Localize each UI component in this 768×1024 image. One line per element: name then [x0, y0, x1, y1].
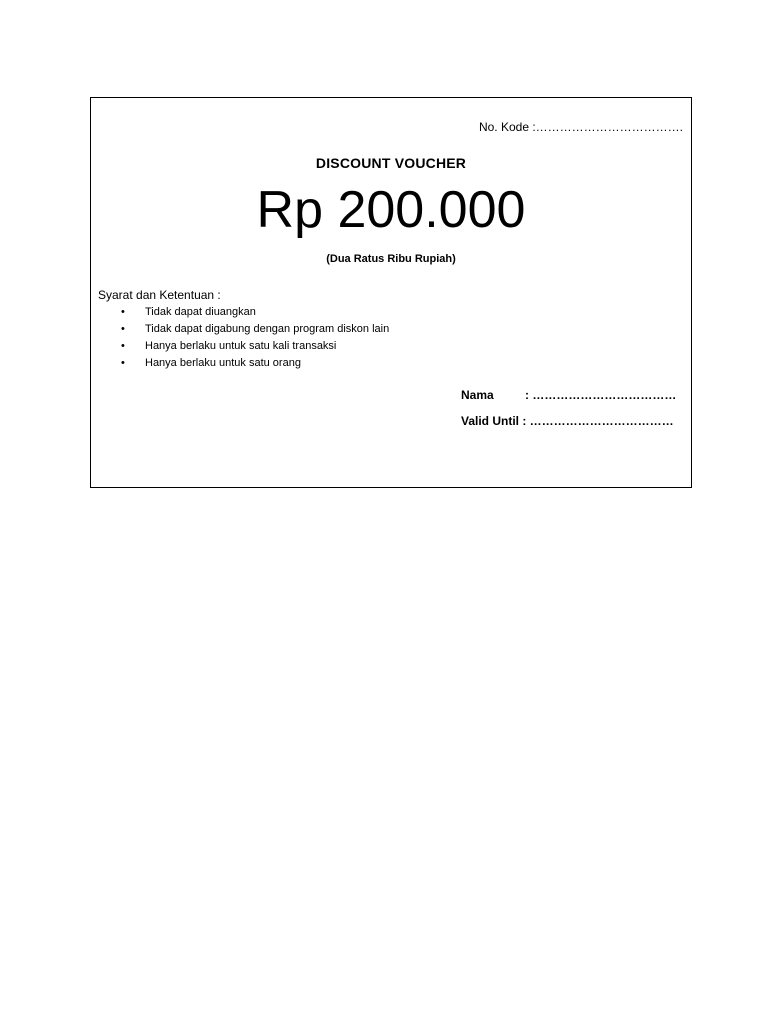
bullet-icon: •	[121, 340, 125, 352]
term-text: Tidak dapat digabung dengan program diskon lain	[145, 323, 390, 335]
list-item	[121, 355, 389, 372]
bullet-icon: •	[121, 323, 125, 335]
name-field	[461, 388, 676, 402]
terms-heading: Syarat dan Ketentuan :	[98, 288, 221, 302]
name-label: Nama	[461, 388, 494, 402]
list-item	[121, 321, 389, 338]
term-text: Hanya berlaku untuk satu orang	[145, 357, 301, 369]
list-item	[121, 338, 389, 355]
terms-list	[121, 304, 389, 372]
voucher-code-dots: ……………………………….	[535, 120, 683, 134]
voucher-card	[90, 97, 692, 488]
term-text: Hanya berlaku untuk satu kali transaksi	[145, 340, 337, 352]
term-text: Tidak dapat diuangkan	[145, 306, 256, 318]
voucher-code-line	[479, 120, 683, 134]
voucher-title: DISCOUNT VOUCHER	[315, 155, 467, 171]
voucher-amount-words: (Dua Ratus Ribu Rupiah)	[326, 253, 456, 265]
name-value: : ………………………………	[525, 388, 677, 402]
valid-until-label: Valid Until :	[461, 414, 527, 428]
valid-until-value: ………………………………	[526, 414, 674, 428]
bullet-icon: •	[121, 357, 125, 369]
voucher-code-label: No. Kode :	[478, 120, 536, 134]
list-item	[121, 304, 389, 321]
bullet-icon: •	[121, 306, 125, 318]
voucher-amount: Rp 200.000	[256, 181, 526, 239]
valid-until-field	[461, 414, 674, 428]
